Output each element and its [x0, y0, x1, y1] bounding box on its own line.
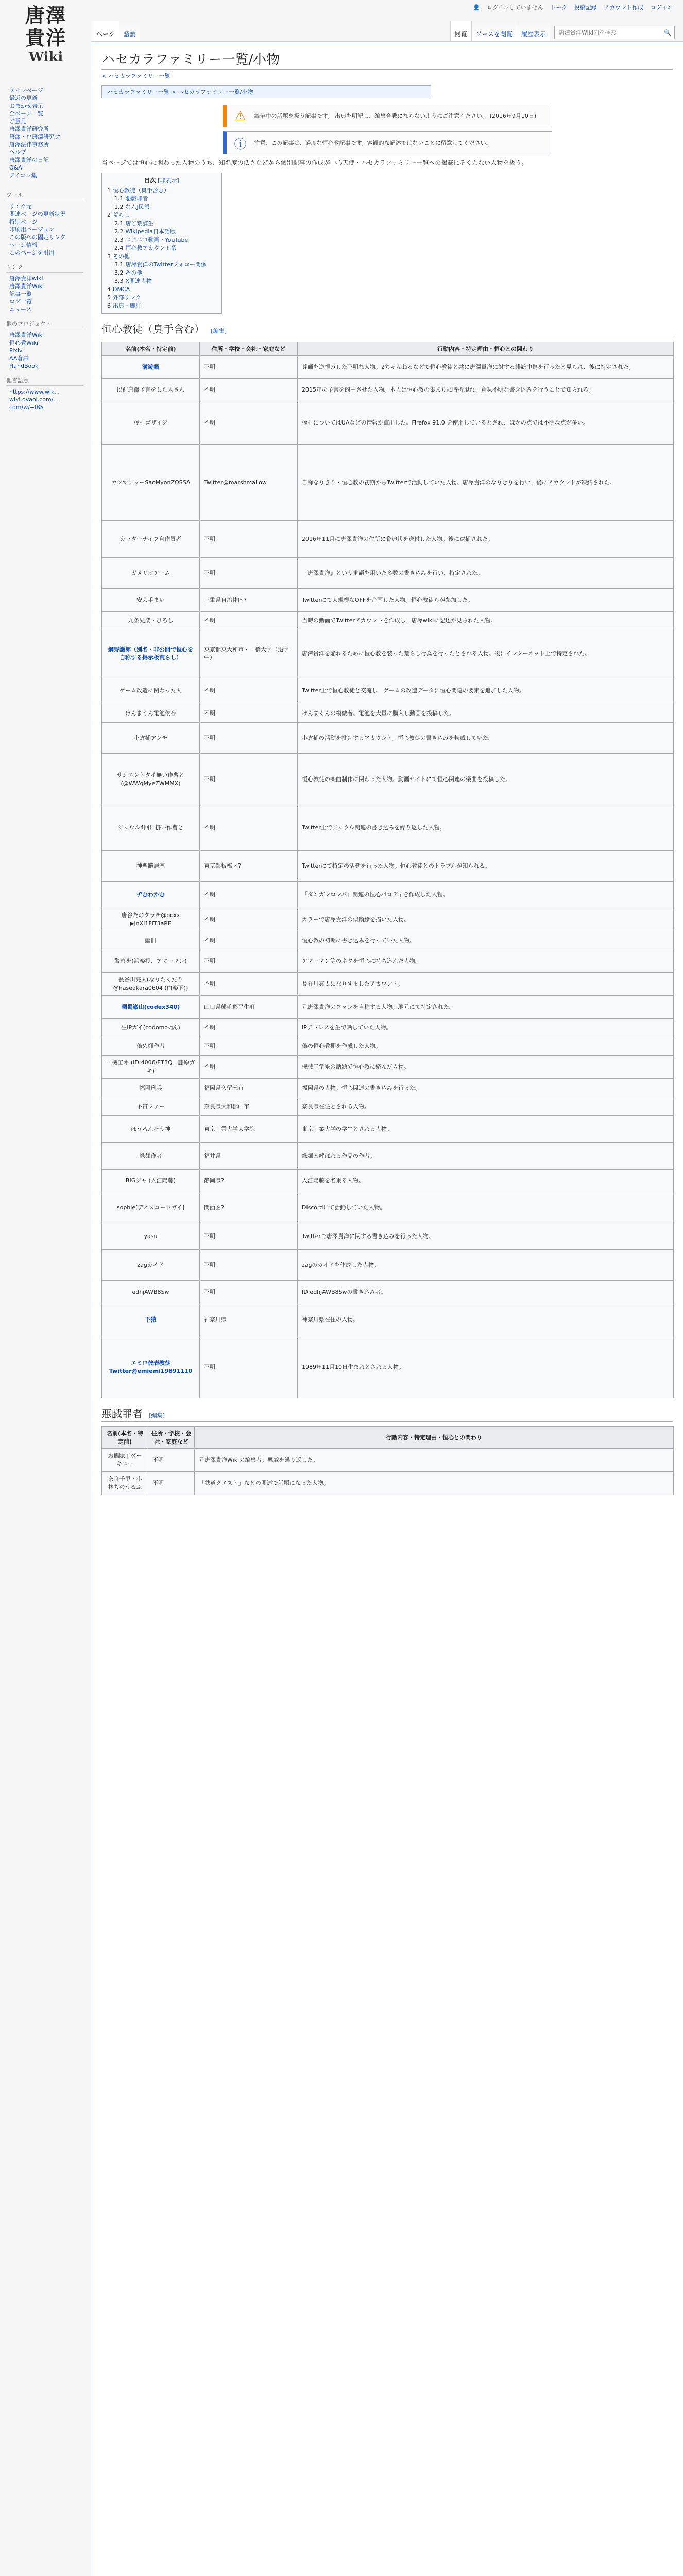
sidebar-lang-item[interactable]: https://www.wik... — [9, 388, 60, 395]
row-affiliation-cell: 不明 — [200, 1281, 298, 1303]
table-row — [102, 851, 674, 882]
notice-dispute-text: 論争中の話題を扱う記事です。 出典を明記し、編集合戦にならないようにご注意ください。 (2016年9月10日) — [254, 113, 537, 120]
warning-icon: ⚠ — [234, 109, 246, 123]
row-name-cell: 以前唐澤予言をした人さん — [102, 379, 200, 401]
row-affiliation-cell: 東京都東大和市・一橋大学（退学中） — [200, 630, 298, 677]
toc-item-label[interactable]: 唐澤貴洋のTwitterフォロー関係 — [125, 261, 207, 268]
row-name-cell: 奈良千里・小林ちのうるふ — [102, 1472, 148, 1495]
sidebar-nav-item[interactable]: 唐澤・ロ唐澤研究会 — [9, 133, 60, 140]
toc-item-number: 2.2 — [114, 228, 124, 235]
toc-item-number: 4 — [107, 286, 111, 293]
table-row — [102, 1019, 674, 1037]
toc-item-number: 2.3 — [114, 236, 124, 243]
search-icon[interactable]: 🔍 — [664, 29, 671, 36]
row-name-cell: ガメリオアーム — [102, 558, 200, 589]
sidebar-related — [6, 263, 83, 313]
sidebar-nav-item[interactable]: おまかせ表示 — [9, 103, 43, 109]
sidebar-tool-item[interactable]: 印刷用バージョン — [9, 226, 55, 233]
table-row — [102, 996, 674, 1019]
sidebar-related-title: リンク — [6, 263, 83, 273]
table-row — [102, 950, 674, 973]
user-icon: 👤 — [473, 4, 480, 11]
row-name-cell: 唐谷たのクラチ@ooxx ▶jnXI1FIT3aRE — [102, 908, 200, 931]
row-description-cell: Twitterにて大規模なOFFを企画した人物。恒心教徒らが参加した。 — [298, 589, 674, 612]
row-description-cell: IPアドレスを生で晒していた人物。 — [298, 1019, 674, 1037]
view-tabs — [450, 21, 675, 41]
toc-item-label[interactable]: 荒らし — [113, 212, 130, 218]
row-description-cell: 入江陽藤を名乗る人物。 — [298, 1170, 674, 1192]
row-name-cell: 長谷川亮太(なりたくだり@haseakara0604 (白楽下)) — [102, 973, 200, 996]
row-description-cell: 尊師を逆恨みした不明な人物。2ちゃんねるなどで恒心教徒と共に唐澤貴洋に対する誹謗中傷を行ったと見られ、後に特定された。 — [298, 356, 674, 379]
search-input[interactable] — [558, 29, 661, 37]
row-description-cell: 長谷川亮太になりすましたアカウント。 — [298, 973, 674, 996]
toc-item-label[interactable]: 恒心教徒（臭手含む） — [113, 187, 169, 194]
tab-read[interactable]: 閲覧 — [450, 21, 471, 41]
row-name-cell: 神聖髄居塞 — [102, 851, 200, 882]
row-description-cell: 福岡県の人物。恒心関連の書き込みを行った。 — [298, 1079, 674, 1097]
table-row — [102, 558, 674, 589]
toc-item[interactable] — [107, 277, 216, 285]
row-name-cell: 安芸手まい — [102, 589, 200, 612]
table-row — [102, 754, 674, 805]
believers-table — [101, 342, 674, 1398]
table-row — [102, 1223, 674, 1250]
row-description-cell: けんまくんの模倣者。電池を大量に購入し動画を投稿した。 — [298, 704, 674, 723]
table-row — [102, 1097, 674, 1116]
row-description-cell: Discordにて活動していた人物。 — [298, 1192, 674, 1223]
sidebar-tool-item[interactable]: この版への固定リンク — [9, 234, 66, 241]
col-header-name: 名前(本名・特定前) — [102, 1427, 148, 1449]
row-affiliation-cell: 不明 — [200, 950, 298, 973]
sidebar-nav-item[interactable]: 最近の更新 — [9, 95, 38, 101]
row-name-cell[interactable]: 下猿 — [102, 1303, 200, 1336]
row-affiliation-cell: 不明 — [200, 356, 298, 379]
row-affiliation-cell: 神奈川県 — [200, 1303, 298, 1336]
row-description-cell: 1989年11月10日生まれとされる人物。 — [298, 1336, 674, 1398]
row-affiliation-cell: 不明 — [200, 754, 298, 805]
toc-item-number: 2.4 — [114, 245, 124, 251]
row-description-cell: 緑麺と呼ばれる作品の作者。 — [298, 1143, 674, 1170]
row-affiliation-cell: 不明 — [200, 908, 298, 931]
breadcrumb-text[interactable]: ハセカラファミリー一覧 > ハセカラファミリー一覧/小物 — [107, 89, 253, 95]
row-affiliation-cell: 関西圏? — [200, 1192, 298, 1223]
logo-mark-top: 唐澤 — [25, 4, 66, 27]
row-affiliation-cell: 不明 — [200, 612, 298, 630]
row-affiliation-cell: 不明 — [200, 677, 298, 704]
sidebar-related-item[interactable]: 唐澤貴洋Wiki — [9, 283, 44, 290]
section-heading-believers — [101, 321, 673, 337]
table-row — [102, 1472, 674, 1495]
row-description-cell: zagのガイドを作成した人物。 — [298, 1250, 674, 1281]
section-title: 悪戯罪者 — [101, 1408, 143, 1420]
toc-item-label[interactable]: なんJ民派 — [125, 204, 150, 210]
sidebar-langs-title: 他言語版 — [6, 376, 83, 386]
section-title: 恒心教徒（臭手含む） — [101, 323, 204, 335]
row-name-cell: 小倉捕アンチ — [102, 723, 200, 754]
logo-mark-bottom: 貴洋 — [25, 26, 66, 49]
toc-item-label[interactable]: その他 — [113, 253, 130, 260]
row-description-cell: 東京工業大学の学生とされる人物。 — [298, 1116, 674, 1143]
toc-item-number: 3.2 — [114, 269, 124, 276]
row-affiliation-cell: 不明 — [200, 401, 298, 445]
toc-item-label[interactable]: DMCA — [113, 286, 130, 293]
table-row — [102, 1303, 674, 1336]
row-name-cell: yasu — [102, 1223, 200, 1250]
sidebar-other-title: 他のプロジェクト — [6, 319, 83, 329]
toc-item-number: 1.1 — [114, 195, 124, 202]
row-description-cell: 奈良県在住とされる人物。 — [298, 1097, 674, 1116]
row-description-cell: 小倉捕の活動を批判するアカウント。恒心教徒の書き込みを転載していた。 — [298, 723, 674, 754]
row-name-cell[interactable]: 溝遊鍋 — [102, 356, 200, 379]
sidebar-navigation — [6, 87, 83, 179]
row-name-cell[interactable]: 網野護郎（別名・非公開で恒心を自称する掲示板荒らし） — [102, 630, 200, 677]
row-name-cell: edhjAWB8Sw — [102, 1281, 200, 1303]
row-name-cell: sophie[ディスコードガイ] — [102, 1192, 200, 1223]
breadcrumb — [101, 85, 431, 98]
row-affiliation-cell: 静岡県? — [200, 1170, 298, 1192]
table-row — [102, 445, 674, 521]
col-header-name: 名前(本名・特定前) — [102, 342, 200, 356]
toc-item[interactable] — [107, 252, 216, 261]
table-row — [102, 521, 674, 558]
col-header-affiliation: 住所・学校・会社・家庭など — [148, 1427, 195, 1449]
toc-item[interactable] — [107, 236, 216, 244]
col-header-description: 行動内容・特定理由・恒心との関わり — [195, 1427, 674, 1449]
table-row — [102, 1336, 674, 1398]
row-description-cell: 極村についてはUAなどの情報が流出した。Firefox 91.0 を使用しているとされ、ほかの点では不明な点が多い。 — [298, 401, 674, 445]
toc-item[interactable] — [107, 211, 216, 219]
sidebar-nav-item[interactable]: 唐澤法律事務所 — [9, 141, 49, 148]
col-header-description: 行動内容・特定理由・恒心との関わり — [298, 342, 674, 356]
tab-page[interactable]: ページ — [92, 21, 119, 41]
toc-title-text: 目次 — [144, 177, 156, 184]
table-row — [102, 882, 674, 908]
create-account-link[interactable]: アカウント作成 — [604, 4, 644, 11]
sidebar-tool-item[interactable]: 関連ページの更新状況 — [9, 211, 66, 217]
toc-item-number: 1.2 — [114, 204, 124, 210]
toc-item-number: 3.3 — [114, 278, 124, 284]
row-description-cell: 2015年の予言を的中させた人物。本人は恒心教の集まりに時折現れ、意味不明な書き込みを行うことで知られる。 — [298, 379, 674, 401]
table-row — [102, 1170, 674, 1192]
table-header-row — [102, 1427, 674, 1449]
tab-discussion[interactable]: 議論 — [119, 21, 140, 41]
row-description-cell: カラーで唐澤貴洋の似顔絵を描いた人物。 — [298, 908, 674, 931]
row-description-cell: 「鉄道クエスト」などの関連で話題になった人物。 — [195, 1472, 674, 1495]
toc-item[interactable] — [107, 294, 216, 302]
sidebar-related-item[interactable]: ログ一覧 — [9, 298, 32, 305]
row-name-cell: お鶴隠子ダーキニー — [102, 1449, 148, 1472]
toc-item-label[interactable]: X関連人物 — [125, 278, 152, 284]
toc-item[interactable] — [107, 261, 216, 269]
contribs-link[interactable]: 投稿記録 — [574, 4, 597, 11]
row-name-cell[interactable]: 晒蜀巌山(codex340) — [102, 996, 200, 1019]
toc-item-label[interactable]: 外部リンク — [113, 294, 141, 301]
row-name-cell: BIGジャ (入江陽藤) — [102, 1170, 200, 1192]
row-affiliation-cell: 不明 — [200, 973, 298, 996]
row-description-cell: 神奈川県在住の人物。 — [298, 1303, 674, 1336]
row-description-cell: 元唐澤貴洋のファンを自称する人物。地元にて特定された。 — [298, 996, 674, 1019]
sidebar-other-projects — [6, 319, 83, 370]
row-description-cell: Twitterにて特定の活動を行った人物。恒心教徒とのトラブルが知られる。 — [298, 851, 674, 882]
row-affiliation-cell: 福岡県久留米市 — [200, 1079, 298, 1097]
row-description-cell: 2016年11月に唐澤貴洋の住所に脅迫状を送付した人物。後に逮捕された。 — [298, 521, 674, 558]
row-description-cell: Twitterで唐澤貴洋に関する書き込みを行った人物。 — [298, 1223, 674, 1250]
row-name-cell[interactable]: ヂむわかむ — [102, 882, 200, 908]
namespace-tabs — [92, 21, 140, 41]
row-name-cell: 警察を(浜楽投、アマーマン) — [102, 950, 200, 973]
row-description-cell: 恒心教の初期に書き込みを行っていた人物。 — [298, 931, 674, 950]
toc-item[interactable] — [107, 195, 216, 203]
table-row — [102, 612, 674, 630]
site-logo[interactable] — [7, 4, 84, 76]
table-row — [102, 1192, 674, 1223]
row-description-cell: 「ダンガンロンパ」関連の恒心パロディを作成した人物。 — [298, 882, 674, 908]
row-name-cell[interactable]: エミロ彼表教徒 Twitter@emiemi19891110 — [102, 1336, 200, 1398]
toc-item-number: 2 — [107, 212, 111, 218]
page-title: ハセカラファミリー一覧/小物 — [101, 49, 673, 70]
table-row — [102, 723, 674, 754]
table-row — [102, 1281, 674, 1303]
toc-hide-toggle[interactable]: [非表示] — [158, 177, 179, 184]
table-row — [102, 805, 674, 851]
sidebar-other-item[interactable]: Pixiv — [9, 347, 23, 354]
sidebar-nav-item[interactable]: ご意見 — [9, 118, 26, 125]
row-affiliation-cell: 不明 — [200, 1019, 298, 1037]
anon-status: ログインしていません — [487, 4, 543, 11]
row-description-cell: 『唐澤貴洋』という単語を用いた多数の書き込みを行い、特定された。 — [298, 558, 674, 589]
row-affiliation-cell: 不明 — [200, 1037, 298, 1056]
search-box[interactable] — [554, 26, 675, 39]
toc-item[interactable] — [107, 219, 216, 228]
row-name-cell: カッターナイフ自作置者 — [102, 521, 200, 558]
sidebar-nav-item[interactable]: 全ページ一覧 — [9, 110, 43, 117]
toc-item-label[interactable]: その他 — [125, 269, 143, 276]
sidebar-nav-item[interactable]: メインページ — [9, 87, 43, 94]
row-name-cell: 生IPガイ(codomo◁ん) — [102, 1019, 200, 1037]
toc-item-number: 3 — [107, 253, 111, 260]
sidebar-nav-item[interactable]: 唐澤貴洋の日記 — [9, 157, 49, 163]
row-name-cell: ほうろんそう神 — [102, 1116, 200, 1143]
table-row — [102, 908, 674, 931]
sidebar-related-item[interactable]: ニュース — [9, 306, 32, 313]
info-icon: ⓘ — [234, 137, 247, 151]
toc-item[interactable] — [107, 302, 216, 310]
row-affiliation-cell: 東京工業大学大学院 — [200, 1116, 298, 1143]
row-name-cell: けんまくん電池依存 — [102, 704, 200, 723]
sidebar-nav-item[interactable]: Q&A — [9, 164, 22, 171]
page-subtitle — [101, 72, 673, 80]
sidebar-lang-item[interactable]: wiki.ovaol.com/... — [9, 396, 59, 403]
sidebar-related-item[interactable]: 唐澤貴洋wiki — [9, 275, 43, 282]
row-affiliation-cell: 不明 — [200, 882, 298, 908]
personal-tools — [468, 3, 673, 11]
row-name-cell: ジュウル4回に掛い作曹と — [102, 805, 200, 851]
row-description-cell: ID:edhjAWB8Swの書き込み者。 — [298, 1281, 674, 1303]
row-affiliation-cell: 不明 — [200, 805, 298, 851]
sidebar-tool-item[interactable]: リンク元 — [9, 203, 32, 210]
table-row — [102, 356, 674, 379]
row-affiliation-cell: 不明 — [200, 379, 298, 401]
row-affiliation-cell: 不明 — [200, 1056, 298, 1079]
sidebar-tools-title: ツール — [6, 191, 83, 200]
table-row — [102, 401, 674, 445]
table-row — [102, 931, 674, 950]
row-name-cell: ゲーム改造に関わった人 — [102, 677, 200, 704]
toc-item-label[interactable]: 恒心教アカウント系 — [125, 245, 177, 251]
row-description-cell: 偽の恒心教棚を作成した人物。 — [298, 1037, 674, 1056]
row-description-cell: 機械工学系の話題で恒心教に絡んだ人物。 — [298, 1056, 674, 1079]
main-content — [91, 41, 683, 2576]
sidebar-nav-item[interactable]: ヘルプ — [9, 149, 26, 156]
row-description-cell: Twitter上で恒心教徒と交流し、ゲームの改造データに恒心関連の要素を追加した人物。 — [298, 677, 674, 704]
row-name-cell: 福岡刑兵 — [102, 1079, 200, 1097]
toc-title — [107, 176, 216, 184]
row-affiliation-cell: 不明 — [200, 723, 298, 754]
row-affiliation-cell: 奈良県大和郡山市 — [200, 1097, 298, 1116]
row-description-cell: Twitter上でジュウル関連の書き込みを繰り返した人物。 — [298, 805, 674, 851]
row-description-cell: 恒心教徒の楽曲制作に関わった人物。動画サイトにて恒心関連の楽曲を投稿した。 — [298, 754, 674, 805]
row-description-cell: アマーマン等のネタを恒心に持ち込んだ人物。 — [298, 950, 674, 973]
login-link[interactable]: ログイン — [650, 4, 673, 11]
table-row — [102, 1079, 674, 1097]
toc-item-label[interactable]: 出典・脚注 — [113, 302, 141, 309]
sidebar-tool-item[interactable]: ページ情報 — [9, 242, 38, 248]
table-row — [102, 1143, 674, 1170]
row-affiliation-cell: 不明 — [200, 1223, 298, 1250]
toc-item[interactable] — [107, 203, 216, 211]
toc-item-number: 6 — [107, 302, 111, 309]
toc-item-number: 1 — [107, 187, 111, 194]
sidebar-lang-item[interactable]: com/w/+IBS — [9, 404, 44, 411]
sidebar — [0, 0, 91, 2576]
sidebar-other-item[interactable]: AA倉庫 — [9, 355, 29, 362]
table-row — [102, 1037, 674, 1056]
toc-item-label[interactable]: 悪戯罪者 — [125, 195, 148, 202]
row-affiliation-cell: 東京都板橋区? — [200, 851, 298, 882]
row-name-cell: 九条兄楽・ひろし — [102, 612, 200, 630]
tab-history[interactable]: 履歴表示 — [517, 21, 550, 41]
section-edit-link[interactable]: [編集] — [149, 1412, 165, 1419]
row-description-cell: 唐澤貴洋を陥れるために恒心教を装った荒らし行為を行ったとされる人物。後にインターネット上で特定された。 — [298, 630, 674, 677]
col-header-affiliation: 住所・学校・会社・家庭など — [200, 342, 298, 356]
row-name-cell: 不貫ファー — [102, 1097, 200, 1116]
table-row — [102, 630, 674, 677]
sidebar-tool-item[interactable]: このページを引用 — [9, 249, 55, 256]
toc-item-number: 2.1 — [114, 220, 124, 227]
row-affiliation-cell: 三重県自治体内? — [200, 589, 298, 612]
row-name-cell: 幽旧 — [102, 931, 200, 950]
table-row — [102, 1250, 674, 1281]
row-affiliation-cell: 不明 — [148, 1472, 195, 1495]
toc-item[interactable] — [107, 187, 216, 195]
logo-wiki-text: Wiki — [28, 49, 63, 65]
intro-paragraph: 当ページでは恒心に関わった人物のうち、知名度の低さなどから個別記事の作成が中心天使・ハセカラファミリー一覧への掲載にそぐわない人物を扱う。 — [101, 159, 528, 166]
sidebar-languages — [6, 376, 83, 411]
tab-view-source[interactable]: ソースを閲覧 — [471, 21, 517, 41]
sidebar-nav-item[interactable]: 唐澤貴洋研究所 — [9, 126, 49, 132]
toc-item-label[interactable]: ニコニコ動画・YouTube — [125, 236, 189, 243]
sidebar-tool-item[interactable]: 特別ページ — [9, 218, 38, 225]
row-affiliation-cell: 不明 — [200, 558, 298, 589]
row-affiliation-cell: 不明 — [200, 1250, 298, 1281]
row-affiliation-cell: 不明 — [200, 1336, 298, 1398]
table-row — [102, 1449, 674, 1472]
table-of-contents — [101, 173, 222, 314]
row-name-cell: 偽め棚作者 — [102, 1037, 200, 1056]
table-row — [102, 704, 674, 723]
sidebar-other-item[interactable]: 唐澤貴洋Wiki — [9, 332, 44, 338]
toc-item[interactable] — [107, 269, 216, 277]
toc-item[interactable] — [107, 244, 216, 252]
row-affiliation-cell: 不明 — [200, 704, 298, 723]
row-name-cell: 一機工ヰ (ID:4006/ET3Q、藤原ガキ) — [102, 1056, 200, 1079]
sidebar-nav-item[interactable]: アイコン集 — [9, 172, 37, 179]
toc-item-number: 3.1 — [114, 261, 124, 268]
toc-item[interactable] — [107, 285, 216, 294]
row-description-cell: 元唐澤貴洋Wikiの編集者。悪戯を繰り返した。 — [195, 1449, 674, 1472]
notice-caution-text: 注意：この記事は、過度な恒心教記事です。客観的な記述ではないことに留意してください。 — [254, 140, 492, 146]
row-affiliation-cell: 不明 — [200, 521, 298, 558]
sidebar-other-item[interactable]: HandBook — [9, 363, 39, 369]
offenders-table — [101, 1426, 674, 1495]
row-name-cell: zagガイド — [102, 1250, 200, 1281]
row-affiliation-cell: 不明 — [148, 1449, 195, 1472]
table-row — [102, 1056, 674, 1079]
row-affiliation-cell: 不明 — [200, 931, 298, 950]
section-heading-offenders — [101, 1405, 673, 1422]
notice-box-caution — [223, 131, 552, 154]
talk-link[interactable]: トーク — [550, 4, 568, 11]
sidebar-related-item[interactable]: 記事一覧 — [9, 291, 32, 297]
toc-item-label[interactable]: Wikipedia日本語版 — [125, 228, 176, 235]
toc-item-label[interactable]: 唐ご荒辞生 — [125, 220, 154, 227]
row-name-cell: サシエントタイ無い作曹と(@WWqMyeZWMMX) — [102, 754, 200, 805]
row-name-cell: 極村ゴザイジ — [102, 401, 200, 445]
sidebar-tools — [6, 191, 83, 257]
table-row — [102, 677, 674, 704]
row-affiliation-cell: 山口県熊毛郡平生町 — [200, 996, 298, 1019]
row-affiliation-cell: Twitter@marshmallow — [200, 445, 298, 521]
row-description-cell: 自称なりきり・恒心教の初期からTwitterで活動していた人物。唐澤貴洋のなりきりを行い、後にアカウントが凍結された。 — [298, 445, 674, 521]
table-row — [102, 589, 674, 612]
section-edit-link[interactable]: [編集] — [211, 328, 227, 334]
table-header-row — [102, 342, 674, 356]
parent-page-link[interactable]: < ハセカラファミリー一覧 — [101, 73, 170, 79]
row-affiliation-cell: 福井県 — [200, 1143, 298, 1170]
table-row — [102, 379, 674, 401]
row-description-cell: 当時の動画でTwitterアカウントを作成し、唐澤wikiに記述が見られた人物。 — [298, 612, 674, 630]
row-name-cell: カツマシューSaoMyonZOSSA — [102, 445, 200, 521]
toc-item[interactable] — [107, 228, 216, 236]
table-row — [102, 973, 674, 996]
sidebar-other-item[interactable]: 恒心教Wiki — [9, 340, 39, 346]
toc-item-number: 5 — [107, 294, 111, 301]
notice-box-dispute — [223, 105, 552, 127]
table-row — [102, 1116, 674, 1143]
row-name-cell: 緑麺作者 — [102, 1143, 200, 1170]
